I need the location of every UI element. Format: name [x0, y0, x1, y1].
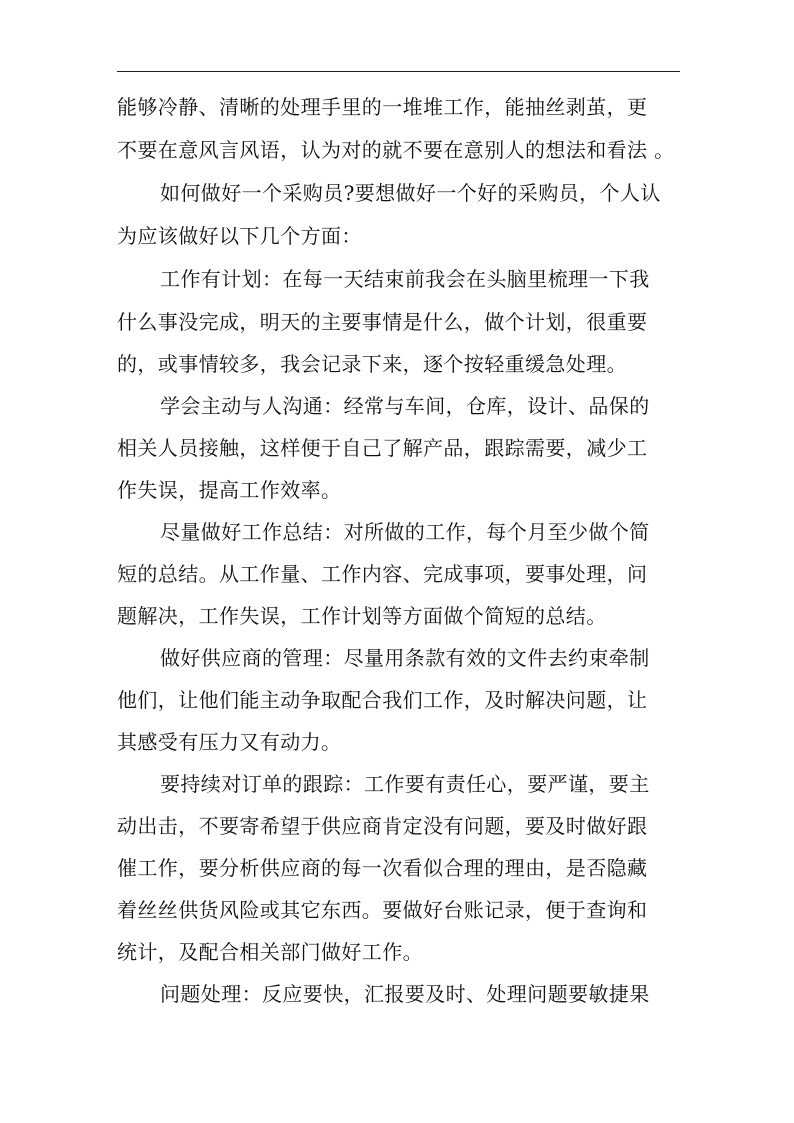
- text-line: 题解决，工作失误，工作计划等方面做个简短的总结。: [117, 604, 607, 628]
- paragraph-first-line: 问题处理：反应要快，汇报要及时、处理问题要敏捷果: [160, 982, 650, 1006]
- text-line: 的，或事情较多，我会记录下来，逐个按轻重缓急处理。: [117, 352, 627, 376]
- text-line: 作失误，提高工作效率。: [117, 478, 342, 502]
- text-line: 能够冷静、清晰的处理手里的一堆堆工作，能抽丝剥茧，更: [117, 95, 648, 119]
- text-line: 催工作，要分析供应商的每一次看似合理的理由，是否隐藏: [117, 856, 648, 880]
- paragraph-first-line: 如何做好一个采购员?要想做好一个好的采购员，个人认: [160, 181, 661, 205]
- paragraph-first-line: 要持续对订单的跟踪：工作要有责任心，要严谨，要主: [160, 772, 650, 796]
- text-line: 动出击，不要寄希望于供应商肯定没有问题，要及时做好跟: [117, 814, 648, 838]
- paragraph-first-line: 工作有计划：在每一天结束前我会在头脑里梳理一下我: [160, 267, 650, 291]
- text-line: 其感受有压力又有动力。: [117, 730, 342, 754]
- paragraph-first-line: 做好供应商的管理：尽量用条款有效的文件去约束牵制: [160, 646, 650, 670]
- header-rule: [117, 71, 680, 72]
- text-line: 统计，及配合相关部门做好工作。: [117, 940, 423, 964]
- text-line: 什么事没完成，明天的主要事情是什么，做个计划，很重要: [117, 310, 648, 334]
- text-line: 相关人员接触，这样便于自己了解产品，跟踪需要，减少工: [117, 436, 648, 460]
- text-line: 不要在意风言风语，认为对的就不要在意别人的想法和看法 。: [117, 138, 675, 162]
- text-line: 着丝丝供货风险或其它东西。要做好台账记录，便于查询和: [117, 898, 648, 922]
- text-line: 短的总结。从工作量、工作内容、完成事项，要事处理，问: [117, 562, 648, 586]
- text-line: 为应该做好以下几个方面：: [117, 224, 362, 248]
- paragraph-first-line: 尽量做好工作总结：对所做的工作，每个月至少做个简: [160, 520, 650, 544]
- text-line: 他们，让他们能主动争取配合我们工作，及时解决问题，让: [117, 688, 648, 712]
- paragraph-first-line: 学会主动与人沟通：经常与车间，仓库，设计、品保的: [160, 394, 650, 418]
